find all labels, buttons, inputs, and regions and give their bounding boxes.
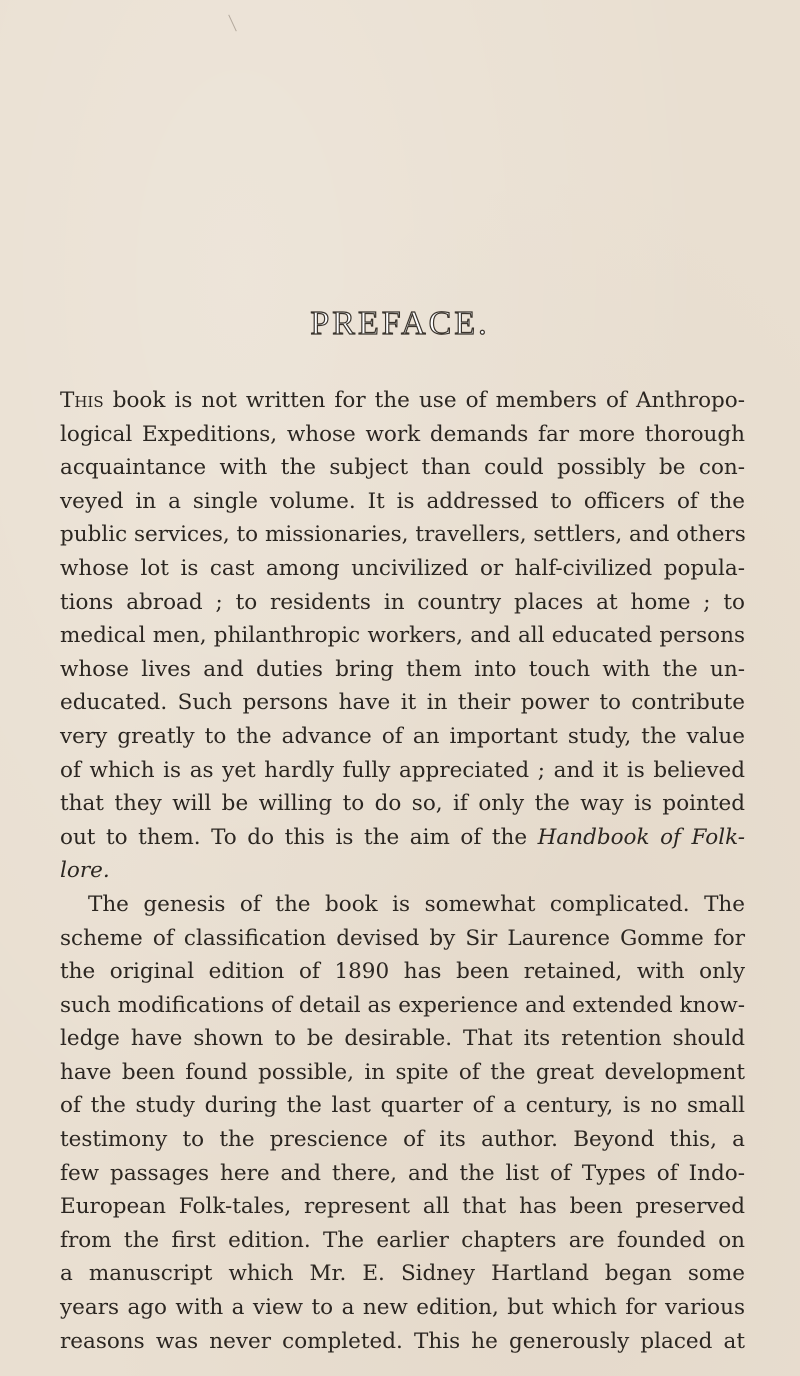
text-line: public services, to missionaries, travellers, settlers, and others <box>60 522 746 548</box>
text-line: have been found possible, in spite of the great development <box>60 1059 745 1085</box>
text-line: out to them. To do this is the aim of the Handbook of Folk- <box>60 824 746 850</box>
text-line: This book is not written for the use of members of Anthropo- <box>60 388 745 413</box>
text-line: very greatly to the advance of an important study, the value <box>60 723 745 749</box>
text-line: testimony to the prescience of its author. Beyond this, a <box>60 1127 745 1153</box>
text-line: acquaintance with the subject than could possibly be con- <box>60 455 745 481</box>
text-line: whose lives and duties bring them into touch with the un- <box>60 656 745 682</box>
text-line: whose lot is cast among uncivilized or half-civilized popula- <box>60 555 745 581</box>
paragraph-2 <box>60 888 745 1358</box>
text-line: reasons was never completed. This he generously placed at <box>60 1328 745 1354</box>
margin-pencil-mark <box>228 15 237 32</box>
book-title: Handbook of Folk- <box>537 824 746 850</box>
text-line: that they will be willing to do so, if only the way is pointed <box>60 791 745 817</box>
paragraph-1 <box>60 384 745 888</box>
text-line: a manuscript which Mr. E. Sidney Hartland began some <box>60 1261 745 1287</box>
text-line: scheme of classification devised by Sir Laurence Gomme for <box>60 925 745 951</box>
text-line: The genesis of the book is somewhat complicated. The <box>88 891 745 917</box>
text-line: lore. <box>60 858 110 884</box>
text-line: of which is as yet hardly fully appreciated ; and it is believed <box>60 757 745 783</box>
text-line: European Folk-tales, represent all that has been preserved <box>60 1194 745 1220</box>
text-line: ledge have shown to be desirable. That its retention should <box>60 1026 745 1052</box>
text-line: years ago with a view to a new edition, but which for various <box>60 1295 745 1321</box>
preface-body <box>60 384 745 1358</box>
text-line: medical men, philanthropic workers, and all educated persons <box>60 623 745 649</box>
text-line: such modifications of detail as experience and extended know- <box>60 992 745 1018</box>
text-line: of the study during the last quarter of a century, is no small <box>60 1093 745 1119</box>
text-line: veyed in a single volume. It is addressed to officers of the <box>60 488 745 514</box>
text-line: from the first edition. The earlier chapters are founded on <box>60 1227 745 1253</box>
text-line: logical Expeditions, whose work demands far more thorough <box>60 421 745 447</box>
text-line: tions abroad ; to residents in country places at home ; to <box>60 589 745 615</box>
text-line: the original edition of 1890 has been retained, with only <box>60 959 745 985</box>
text-line: few passages here and there, and the list of Types of Indo- <box>60 1160 745 1186</box>
text-line: educated. Such persons have it in their power to contribute <box>60 690 745 716</box>
preface-heading: PREFACE. <box>310 305 490 342</box>
